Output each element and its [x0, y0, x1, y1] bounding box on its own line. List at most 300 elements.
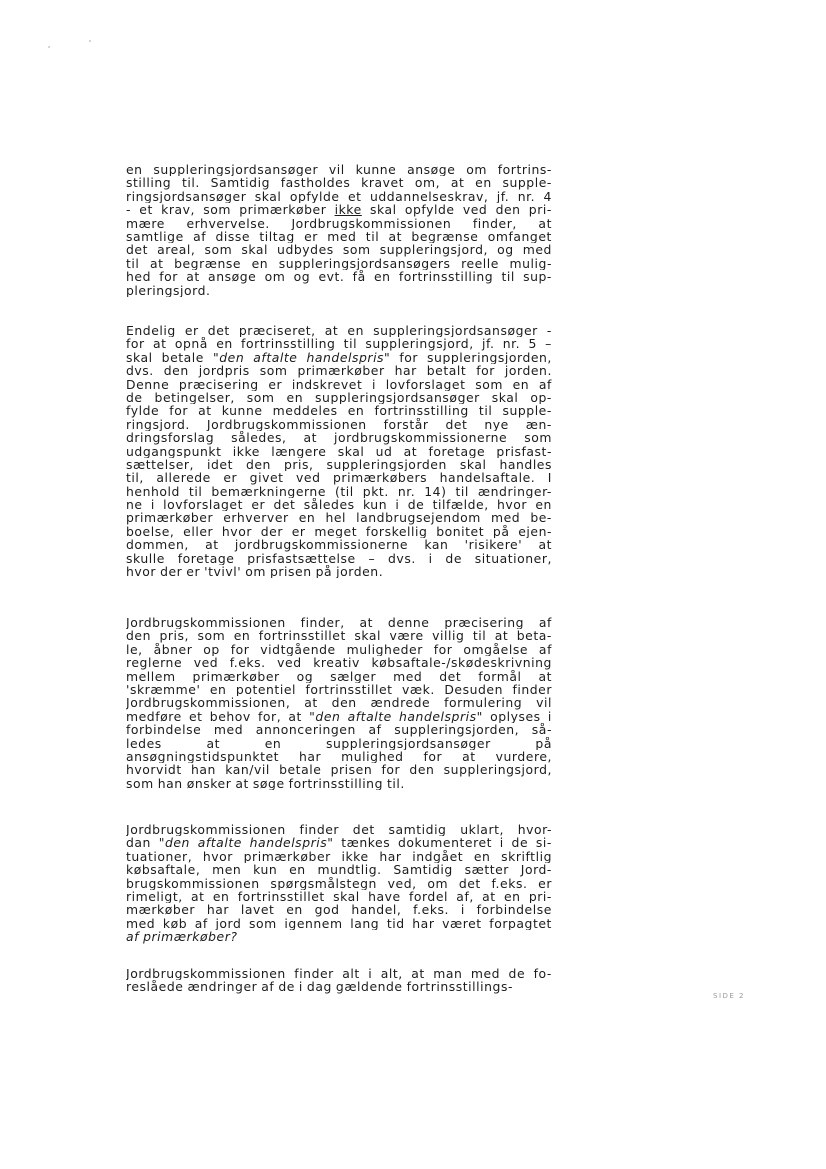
word: alt,	[380, 967, 403, 981]
word: fordel	[408, 889, 449, 904]
word: jordpris	[198, 364, 250, 378]
word: at	[152, 337, 167, 351]
word: ikke	[232, 444, 260, 458]
word: ringsjordsansøger	[126, 189, 247, 204]
word: være	[389, 629, 424, 643]
word: at	[205, 538, 219, 552]
word: i	[150, 498, 155, 512]
word: forbindelse	[476, 903, 552, 917]
word: begrænse	[411, 229, 479, 244]
word: mellem	[126, 669, 176, 683]
word: fo-	[533, 967, 552, 981]
word: medføre	[126, 709, 182, 724]
word: en	[347, 404, 365, 418]
text-line	[126, 391, 552, 404]
word: har	[412, 916, 435, 931]
word: spørgsmålstegn	[270, 876, 377, 890]
word: længere	[271, 444, 327, 458]
word: meget	[314, 524, 358, 539]
word: evt.	[318, 270, 345, 284]
text-line	[126, 552, 552, 565]
word: skal	[370, 203, 397, 217]
text-line	[126, 877, 552, 890]
word: været	[442, 916, 482, 931]
text-line	[126, 890, 552, 903]
word: ikke	[334, 203, 362, 217]
word: med	[327, 229, 357, 244]
word: præcisering	[444, 616, 525, 630]
word: begrænse	[174, 256, 242, 271]
word: si-	[535, 836, 552, 850]
word: som	[246, 390, 275, 405]
text-line	[126, 163, 552, 176]
word: den	[495, 203, 521, 217]
word: den	[163, 364, 189, 378]
word: be-	[530, 511, 552, 525]
word: uddannelseskrav,	[369, 189, 489, 204]
word: vurdere,	[495, 749, 552, 764]
word: af	[194, 916, 208, 931]
word: suppleringsjordsansøger	[153, 163, 319, 177]
word: nye	[484, 417, 509, 432]
word: at	[538, 216, 552, 230]
word: primærkøber?	[143, 930, 238, 944]
word: Desuden	[444, 682, 503, 697]
text-line	[126, 616, 552, 629]
text-line	[126, 836, 552, 849]
word: for	[230, 642, 250, 657]
word: pris,	[283, 457, 314, 472]
word: en	[475, 176, 492, 190]
text-line	[126, 723, 552, 736]
word: en	[212, 889, 230, 904]
text-line	[126, 525, 552, 538]
word: på	[492, 524, 510, 539]
word: til	[343, 337, 358, 351]
word: handelspris"	[399, 709, 483, 724]
word: søge	[252, 776, 285, 791]
word: fortrinsstilling	[241, 337, 336, 351]
word: hvorvidt	[126, 763, 182, 777]
word: 'risikere'	[464, 538, 523, 552]
word: ne	[126, 498, 143, 512]
word: om,	[414, 176, 441, 190]
word: op-	[530, 390, 552, 405]
text-line	[126, 763, 552, 776]
word: dan	[126, 836, 151, 850]
word: finder,	[300, 616, 345, 630]
text-line	[126, 498, 552, 511]
word: god	[314, 903, 340, 917]
word: samtlige	[126, 229, 184, 244]
word: aftalte	[253, 350, 298, 365]
word: at	[462, 749, 476, 764]
word: forstår	[383, 417, 429, 432]
word: foretage	[428, 444, 486, 458]
word: 5	[528, 337, 537, 351]
word: med	[393, 669, 423, 683]
word: pleringsjord.	[126, 283, 211, 297]
word: suppleringsjord,	[365, 337, 474, 351]
word: de	[126, 390, 143, 405]
word: suppleringsjordsansøger	[373, 324, 538, 338]
word: skal	[459, 457, 487, 472]
word: det	[439, 669, 462, 683]
word: kravet	[361, 176, 405, 190]
word: fortrinsstillings-	[406, 980, 513, 994]
word: en	[286, 390, 304, 405]
word: er	[268, 377, 283, 391]
word: reglerne	[126, 656, 183, 670]
word: at	[235, 776, 249, 791]
text-line	[126, 445, 552, 458]
word: Jordbrugskommissionen	[206, 417, 367, 432]
word: et	[139, 203, 153, 217]
word: af	[538, 377, 552, 391]
paragraph	[126, 163, 552, 297]
text-line	[126, 643, 552, 656]
word: op	[203, 642, 220, 657]
word: og	[293, 270, 311, 284]
word: erhvervelse.	[186, 216, 270, 230]
word: betalt	[426, 364, 467, 378]
word: vil	[328, 163, 345, 177]
word: idet	[207, 457, 233, 472]
word: potentiel	[235, 682, 297, 697]
word: at	[149, 256, 164, 271]
word: så-	[531, 723, 552, 737]
word: skal	[333, 889, 360, 904]
word: af,	[456, 889, 474, 904]
word: det	[458, 876, 481, 890]
word: hvor	[221, 524, 252, 539]
word: ikke	[341, 849, 369, 864]
word: jorden.	[336, 565, 384, 579]
word: at	[288, 709, 302, 724]
word: kun	[253, 863, 278, 877]
word: forbindelse	[126, 723, 202, 737]
word: til,	[126, 471, 144, 485]
word: at	[538, 669, 552, 683]
word: lovforslaget	[385, 377, 466, 391]
word: hvor-	[517, 823, 552, 837]
word: for	[381, 763, 401, 777]
word: af	[538, 642, 552, 657]
text-line	[126, 710, 552, 723]
word: en	[503, 889, 521, 904]
word: suppleringsjorden,	[427, 350, 552, 365]
word: der	[160, 565, 183, 579]
text-line	[126, 431, 552, 444]
text-line	[126, 351, 552, 364]
text-line	[126, 230, 552, 243]
word: tænkes	[341, 836, 391, 850]
word: om	[245, 565, 266, 579]
word: en	[535, 498, 552, 512]
word: som	[475, 377, 503, 391]
word: dommen,	[126, 538, 189, 552]
word: "den	[309, 709, 341, 724]
word: tid	[386, 916, 405, 931]
word: som	[259, 364, 288, 378]
word: suppleringsjordsansøger	[315, 390, 480, 405]
word: til.	[387, 776, 405, 791]
word: om	[427, 876, 449, 890]
word: med	[490, 511, 521, 525]
word: givet	[249, 471, 284, 485]
word: i	[547, 709, 552, 724]
word: fortrinsstillet	[237, 889, 325, 904]
word: -	[126, 203, 132, 217]
word: kunne	[221, 404, 263, 418]
word: opnå	[174, 337, 208, 351]
word: en	[216, 337, 233, 351]
word: at	[403, 444, 418, 458]
word: f.eks.	[491, 876, 528, 890]
word: præciseret,	[238, 324, 316, 338]
word: en	[126, 163, 143, 177]
word: de	[511, 836, 529, 850]
word: at	[206, 736, 221, 750]
word: brugskommissionen	[126, 876, 260, 890]
word: en	[233, 629, 251, 643]
word: er	[223, 471, 238, 485]
word: vil	[536, 696, 552, 710]
paragraph	[126, 823, 552, 944]
word: det	[273, 498, 296, 512]
word: jordbrugskommissionerne	[334, 431, 508, 445]
word: til	[472, 629, 487, 643]
word: mære	[126, 216, 165, 230]
word: om	[264, 270, 286, 284]
word: fortrinsstillet	[305, 682, 393, 697]
text-line	[126, 777, 552, 790]
word: som	[203, 203, 231, 217]
word: på	[315, 565, 333, 579]
word: ringsjord.	[126, 417, 190, 432]
text-line	[126, 750, 552, 763]
text-line	[126, 485, 552, 498]
word: bemærkningerne	[211, 484, 327, 499]
word: "den	[213, 350, 245, 365]
word: igennem	[284, 916, 343, 931]
word: samtidig	[388, 823, 447, 837]
word: udgangspunkt	[126, 444, 222, 458]
word: med	[522, 243, 552, 257]
word: primærkøber	[239, 203, 327, 217]
word: forskellig	[365, 524, 428, 539]
word: sætter	[464, 863, 509, 877]
word: hvor	[496, 498, 528, 512]
word: i	[298, 980, 303, 994]
word: dringsforslag	[126, 431, 215, 445]
word: til	[188, 484, 203, 499]
word: at	[494, 629, 509, 643]
word: fastholdes	[280, 176, 351, 190]
word: nr.	[517, 189, 536, 204]
word: at	[186, 270, 200, 284]
text-line	[126, 404, 552, 417]
word: stilling	[126, 176, 172, 190]
word: reslåede	[126, 980, 184, 994]
word: for	[433, 642, 453, 657]
text-line	[126, 917, 552, 930]
word: dokumenteret	[398, 836, 493, 850]
word: primærkøber	[192, 669, 280, 683]
word: skriftlig	[501, 849, 552, 864]
word: suppleringsjordsansøger	[325, 736, 491, 750]
word: en	[473, 849, 491, 864]
word: landbrugsejendom	[356, 511, 481, 525]
word: omgåelse	[463, 642, 529, 657]
word: en	[264, 736, 282, 750]
word: således,	[231, 431, 287, 445]
word: at	[324, 324, 339, 338]
word: er	[291, 524, 306, 539]
word: denne	[387, 616, 430, 630]
word: opfylde	[289, 189, 340, 204]
text-line	[126, 538, 552, 551]
word: suppleringsjordsansøgers	[278, 256, 451, 271]
word: mulig-	[509, 256, 552, 271]
word: Samtidig	[393, 863, 453, 877]
word: jf.	[481, 337, 495, 351]
word: dvs.	[126, 364, 154, 378]
word: uklart,	[460, 823, 504, 837]
word: og	[497, 243, 514, 257]
word: æn-	[525, 417, 552, 432]
word: suppleringsjorden	[326, 457, 447, 472]
word: reelle	[461, 256, 499, 271]
word: 'tvivl'	[204, 565, 242, 579]
text-line	[126, 203, 552, 216]
word: Jordbrugskommissionen	[126, 823, 286, 837]
word: –	[545, 337, 552, 351]
text-line	[126, 471, 552, 484]
word: har	[299, 749, 322, 764]
word: den	[245, 457, 271, 472]
word: og	[296, 669, 314, 683]
word: dvs.	[388, 551, 416, 566]
word: kreativ	[313, 656, 360, 670]
word: prisfastsættelse	[247, 551, 356, 566]
word: lavet	[240, 903, 275, 917]
word: skal	[126, 350, 153, 365]
word: udbydes	[277, 243, 334, 257]
word: primærkøbers	[333, 471, 428, 485]
word: behov	[209, 709, 251, 724]
word: le,	[126, 642, 143, 657]
scan-speck	[48, 46, 50, 48]
word: prisen	[269, 565, 312, 579]
word: jorden.	[504, 364, 552, 378]
word: således	[303, 498, 355, 512]
text-line	[126, 565, 552, 578]
word: ønsker	[186, 776, 232, 791]
word: Endelig	[126, 324, 176, 338]
word: han	[157, 776, 183, 791]
word: til	[478, 404, 493, 418]
word: ændringer-	[477, 484, 552, 499]
word: som	[197, 629, 226, 643]
word: hel	[325, 511, 347, 525]
word: af	[126, 930, 140, 944]
text-line	[126, 670, 552, 683]
word: finder	[294, 967, 334, 981]
word: at	[388, 229, 403, 244]
word: til	[126, 256, 140, 271]
word: dag	[306, 980, 332, 994]
word: for	[476, 364, 495, 378]
word: af	[193, 229, 207, 244]
word: at	[191, 889, 205, 904]
word: eller	[183, 524, 214, 539]
word: for	[126, 337, 145, 351]
word: handelspris"	[306, 350, 391, 365]
word: indskrevet	[291, 377, 363, 391]
word: nr.	[397, 484, 416, 499]
text-line	[126, 190, 552, 203]
word: betingelser,	[154, 390, 235, 405]
text-line	[126, 257, 552, 270]
word: om	[466, 163, 487, 177]
text-line	[126, 823, 552, 836]
word: at	[538, 538, 552, 552]
word: hed	[126, 270, 151, 284]
paragraph	[126, 616, 552, 790]
word: skal	[337, 444, 365, 458]
word: for	[169, 404, 188, 418]
page-number: SIDE 2	[713, 992, 745, 1000]
word: nr.	[502, 337, 521, 351]
word: købsaftale,	[126, 863, 201, 877]
word: han	[191, 763, 216, 777]
text-line	[126, 378, 552, 391]
word: ved	[193, 656, 219, 670]
word: prisen	[330, 763, 373, 777]
word: ansøge	[208, 270, 257, 284]
word: på	[535, 736, 552, 750]
word: hvor	[126, 565, 157, 579]
word: tilfælde,	[432, 498, 489, 512]
word: er	[304, 229, 318, 244]
word: et	[347, 189, 362, 204]
text-line	[126, 270, 552, 283]
word: Jordbrugskommissionen,	[126, 696, 291, 710]
word: som	[524, 431, 552, 445]
word: der	[260, 524, 283, 539]
word: 'skræmme'	[126, 682, 201, 697]
word: de	[445, 551, 462, 566]
word: –	[368, 551, 376, 566]
word: annonceringen	[255, 723, 356, 737]
word: mundtlig.	[317, 863, 382, 877]
word: i	[368, 967, 373, 981]
word: i	[499, 836, 504, 850]
word: de	[508, 967, 526, 981]
word: de	[407, 498, 425, 512]
text-line	[126, 324, 552, 337]
text-line	[126, 629, 552, 642]
word: er	[251, 498, 266, 512]
word: det	[126, 243, 148, 257]
word: handel,	[351, 903, 402, 917]
text-line	[126, 511, 552, 524]
word: primærkøber	[297, 364, 385, 378]
text-line	[126, 980, 552, 993]
word: Denne	[126, 377, 170, 391]
word: situationer,	[474, 551, 552, 566]
